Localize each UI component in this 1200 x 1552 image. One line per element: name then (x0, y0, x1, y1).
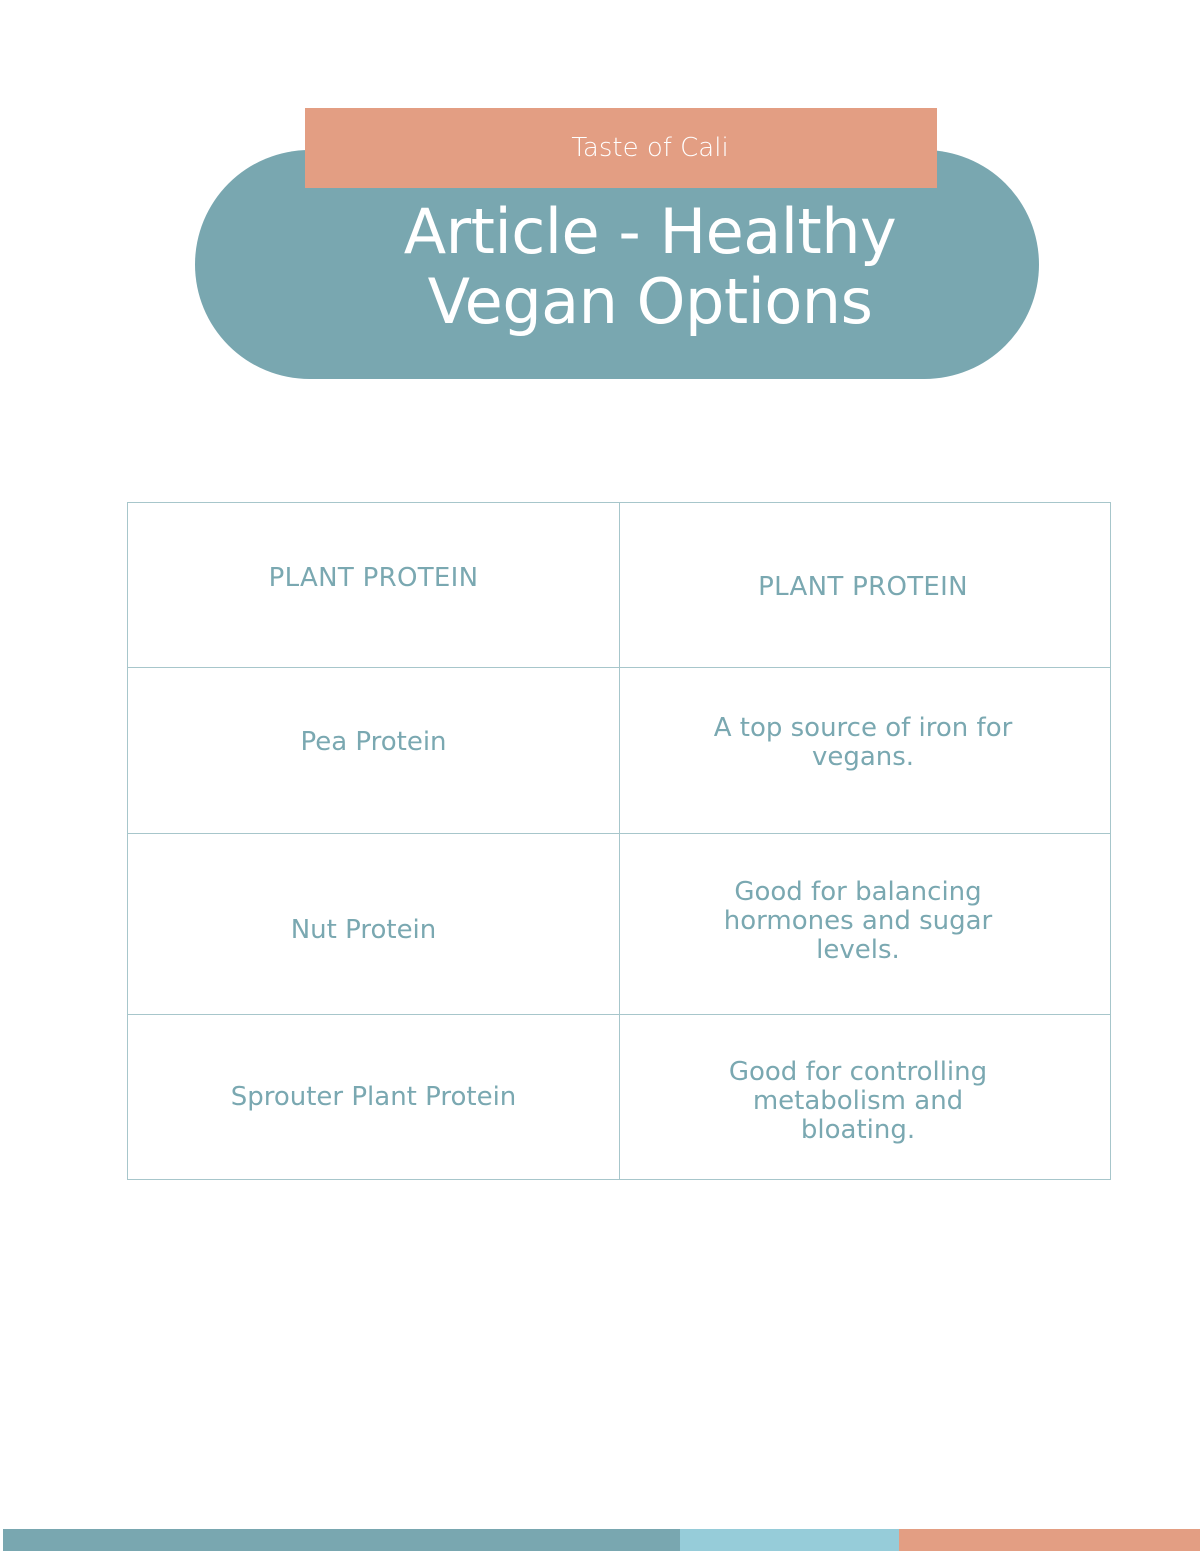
table-cell-protein (128, 834, 620, 1015)
cell-text: Pea Protein (300, 727, 447, 757)
table-header-row (128, 503, 1111, 668)
cell-text: Sprouter Plant Protein (230, 1081, 517, 1112)
protein-table (127, 502, 1111, 1180)
cell-text: Good for balancing hormones and sugar levels. (723, 876, 993, 965)
table-row (128, 1015, 1111, 1180)
footer-bar-teal (3, 1529, 680, 1551)
table-header-cell (128, 503, 620, 668)
header-label: PLANT PROTEIN (758, 571, 968, 602)
table-cell-protein (128, 668, 620, 834)
table-cell-benefit (620, 834, 1111, 1015)
brand-tag (305, 108, 937, 188)
footer-color-bars (3, 1529, 1200, 1551)
cell-text: Good for controlling metabolism and bloating. (728, 1056, 988, 1145)
cell-text: Nut Protein (290, 914, 437, 945)
header-label: PLANT PROTEIN (268, 562, 479, 593)
page-title-line-2: Vegan Options (427, 265, 873, 338)
table-header-cell (620, 503, 1111, 668)
brand-tag-label: Taste of Cali (571, 133, 729, 163)
table-cell-benefit (620, 1015, 1111, 1180)
table-cell-protein (128, 1015, 620, 1180)
footer-bar-salmon (899, 1529, 1200, 1551)
table-row (128, 668, 1111, 834)
footer-bar-light-blue (680, 1529, 899, 1551)
table-cell-benefit (620, 668, 1111, 834)
table-row (128, 834, 1111, 1015)
page-title (330, 197, 970, 337)
page-title-line-1: Article - Healthy (403, 195, 897, 268)
cell-text: A top source of iron for vegans. (713, 712, 1013, 772)
